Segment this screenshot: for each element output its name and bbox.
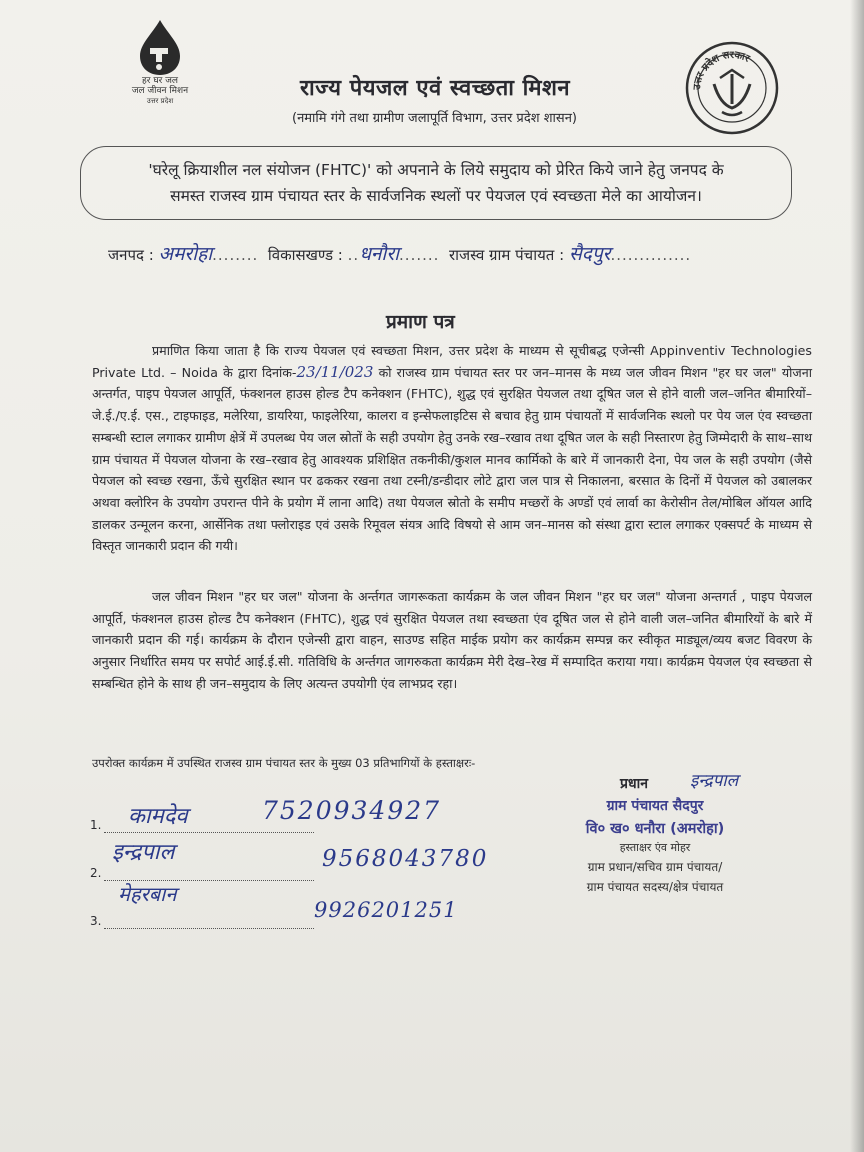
signature-line-1 <box>104 832 314 833</box>
signatory-role-2: ग्राम पंचायत सदस्य/क्षेत्र पंचायत <box>586 880 724 894</box>
attendee-phone-3: 9926201251 <box>314 898 458 922</box>
logo-caption-2: जल जीवन मिशन <box>131 86 189 96</box>
organization-subtitle: (नमामि गंगे तथा ग्रामीण जलापूर्ति विभाग, उत्तर प्रदेश शासन) <box>292 111 577 126</box>
signatory-role-1: ग्राम प्रधान/सचिव ग्राम पंचायत/ <box>587 860 723 874</box>
attendee-name-2: इन्द्रपाल <box>112 840 175 865</box>
har-ghar-jal-logo <box>128 18 192 110</box>
logo-caption-1: हर घर जल <box>142 76 178 86</box>
block-value: धनौरा <box>359 243 400 265</box>
attendee-phone-2: 9568043780 <box>322 846 489 872</box>
attendee-phone-1: 7520934927 <box>262 796 442 825</box>
block-label: विकासखण्ड : <box>267 246 343 264</box>
organization-title: राज्य पेयजल एवं स्वच्छता मिशन <box>300 76 571 101</box>
stamp-panchayat-name: ग्राम पंचायत सैदपुर <box>606 798 704 814</box>
stamp-sign-seal-label: हस्ताक्षर एंव मोहर <box>619 841 691 854</box>
attendee-number-2: 2. <box>90 866 102 880</box>
up-government-seal <box>684 40 780 136</box>
certificate-heading: प्रमाण पत्र <box>386 311 455 333</box>
district-value: अमरोहा <box>158 243 213 265</box>
attendee-name-3: मेहरबान <box>118 882 177 906</box>
stamp-block-district: वि० ख० धनौरा (अमरोहा) <box>585 821 725 837</box>
seal-emblem-icon <box>684 40 780 136</box>
para1-text-b: को राजस्व ग्राम पंचायत स्तर पर जन–मानस के मध्य जल जीवन मिशन "हर घर जल" योजना अन्तर्गत, पाइप पेयजल आपूर्ति, फंक्शनल हाउस होल्ड टैप कनेक्शन (FHTC), शुद्ध एवं सुरक्षित पेयजल तथा दूषित जल से होने वाली जल–जनित बीमारियों–जे.ई./ए.ई. एस., टाइफाइड, मलेरिया, डायरिया, फाइलेरिया, कालरा व इन्सेफलाइटिस से बचाव हेतु ग्राम पंचायतों में सार्वजनिक स्थलो पर पेय जल एंव स्वच्छता सम्बन्धी स्टाल लगाकर ग्रामीण क्षेत्रें में उपलब्ध पेय जल स्रोतों के सही उपयोग हेतु उनके रख–रखाव तथा दूषित जल के सही निस्तारण हेतु जिम्मेदारी के साथ–साथ ग्राम पंचायत में पेयजल योजना के रख–रखाव हेतु आवश्यक प्रशिक्षित तकनीकी/कुशल मानव कार्मिको के बारे में जानकारी देना, पेय जल के सही उपयोग (जैसे पेयजल को स्वच्छ रखना, ऊँचे सुरक्षित स्थान पर ढककर रखना तथा टस्नी/डन्डीदार लोटे द्वारा जल पात्र से निकालना, बरसात के दिनों में पेयजल को उबालकर अथवा क्लोरिन के उपयोग उपरान्त पीने के प्रयोग में लाना आदि) तथा पेयजल स्रोतो के समीप मच्छरों के अण्डों एवं लार्वा का केरोसीन तेल/मोबिल ऑयल आदि डालकर उन्मूलन करना, आर्सेनिक तथा फ्लोराइड एवं उसके रिमूवल संयत्र आदि विषयो से आम जन–मानस को संस्था द्वारा स्टाल लगाकर एक्सपर्ट के माध्यम से विस्तृत जानकारी प्रदान की गयी। <box>92 364 812 554</box>
logo-caption-3: उत्तर प्रदेश <box>146 97 174 105</box>
pradhan-label: प्रधान <box>620 776 648 792</box>
attendee-number-3: 3. <box>90 914 102 928</box>
event-banner <box>80 146 792 220</box>
water-drop-icon <box>128 18 192 76</box>
attendees-intro: उपरोक्त कार्यक्रम में उपस्थित राजस्व ग्राम पंचायत स्तर के मुख्य 03 प्रतिभागियों के हस्ताक्षरः- <box>92 756 476 770</box>
event-date: 23/11/023 <box>296 362 374 381</box>
pradhan-signature: इन्द्रपाल <box>690 771 739 791</box>
seal-text: उत्तर प्रदेश सरकार <box>691 49 752 91</box>
para2-text: जल जीवन मिशन "हर घर जल" योजना के अर्न्तगत जागरूकता कार्यक्रम के जल जीवन मिशन "हर घर जल" योजना अन्तगर्त , पाइप पेयजल आपूर्ति, फंक्शनल हाउस होल्ड टैप कनेक्शन (FHTC), शुद्ध एवं सुरक्षित पेयजल तथा स्वच्छता एंव दूषित जल से होने वाली जल–जनित बीमारियों के बारे में जानकारी प्रदान की गई। कार्यक्रम के दौरान एजेन्सी द्वारा वाहन, साउण्ड सहित माईक प्रयोग कर कार्यक्रम सम्पन्न कर स्वीकृत माड्यूल/व्यय बजट विवरण के अनुसार निर्धारित समय पर सपोर्ट आई.ई.सी. गतिविधि के अर्न्तगत जागरुकता कार्यक्रम मेरी देख–रेख में सम्पादित कराया गया। कार्यक्रम पेयजल एंव स्वच्छता से सम्बन्धित होने के साथ ही जन–समुदाय के लिए अत्यन्त उपयोगी एंव लाभप्रद रहा। <box>92 589 812 691</box>
para1-text-a: प्रमाणित किया जाता है कि राज्य पेयजल एवं स्वच्छता मिशन, उत्तर प्रदेश के माध्यम से सूचीबद्ध एजेन्सी Appinventiv Technologies Private Ltd. – Noida के द्वारा दिनांक- <box>92 343 812 380</box>
attendee-number-1: 1. <box>90 818 102 832</box>
banner-line-1: 'घरेलू क्रियाशील नल संयोजन (FHTC)' को अपनाने के लिये समुदाय को प्रेरित किये जाने हेतु जनपद के <box>148 161 724 179</box>
location-row: जनपद : अमरोहा........ विकासखण्ड : ..धनौरा....... राजस्व ग्राम पंचायत : सैदपुर.............. <box>108 243 692 265</box>
certificate-paragraph-2 <box>92 586 812 695</box>
signature-line-3 <box>104 928 314 929</box>
certificate-paragraph-1 <box>92 340 812 557</box>
banner-line-2: समस्त राजस्व ग्राम पंचायत स्तर के सार्वजनिक स्थलों पर पेयजल एवं स्वच्छता मेले का आयोजन। <box>170 187 702 205</box>
district-label: जनपद : <box>108 246 154 264</box>
panchayat-value: सैदपुर <box>568 243 611 265</box>
attendee-name-1: कामदेव <box>128 804 188 829</box>
page-edge-shadow <box>850 0 864 1152</box>
panchayat-stamp <box>540 796 770 895</box>
panchayat-label: राजस्व ग्राम पंचायत : <box>448 246 565 264</box>
